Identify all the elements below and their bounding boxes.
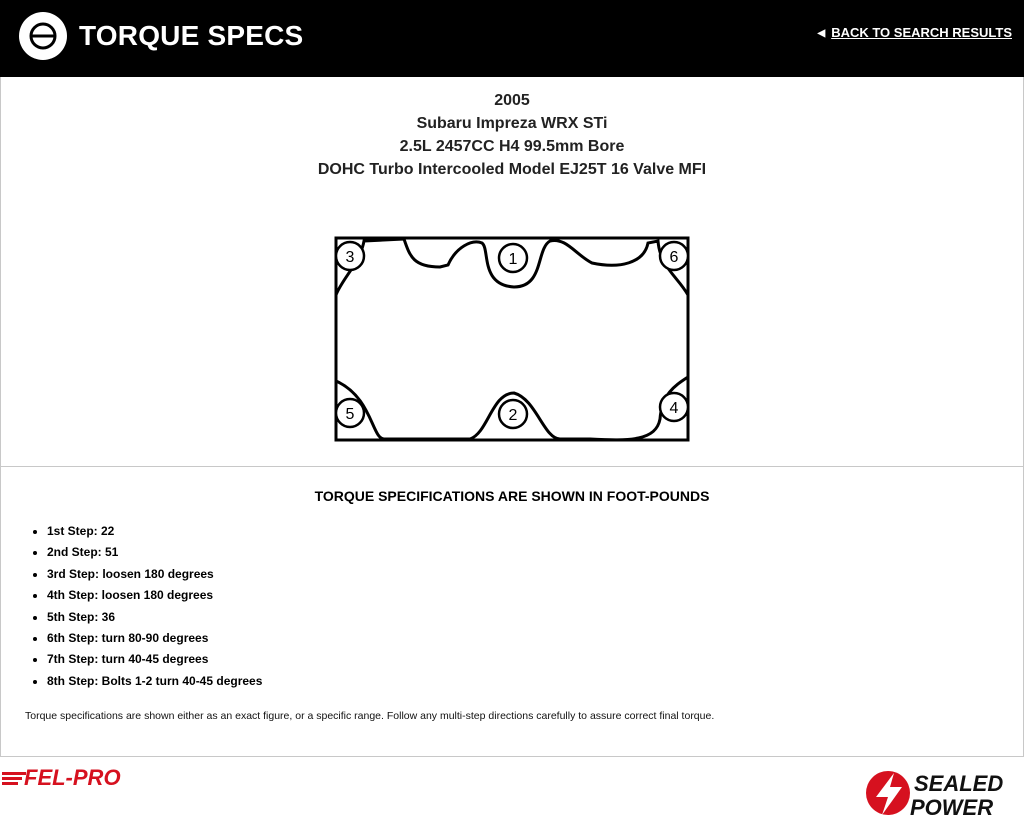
svg-text:4: 4 [669,400,679,417]
svg-text:1: 1 [508,251,518,268]
svg-text:3: 3 [345,249,355,266]
specs-heading: TORQUE SPECIFICATIONS ARE SHOWN IN FOOT-POUNDS [314,488,710,504]
svg-text:POWER: POWER [910,795,994,819]
torque-step: • 6th Step: turn 80-90 degrees [47,628,262,649]
torque-steps-list [27,521,262,692]
bolt-3-marker [336,242,364,270]
bolt-4-marker [660,393,688,421]
back-arrow-icon: ◀ [817,28,826,39]
svg-text:6: 6 [669,249,679,266]
sealed-power-logo [864,767,1024,819]
vehicle-year: 2005 [494,92,530,109]
svg-text:5: 5 [345,406,355,423]
header-bar [0,0,1024,77]
back-link-label: BACK TO SEARCH RESULTS [831,25,1012,40]
svg-text:SEALED: SEALED [914,771,1004,796]
torque-step: • 3rd Step: loosen 180 degrees [47,564,262,585]
bolt-6-marker [660,242,688,270]
torque-step: • 8th Step: Bolts 1-2 turn 40-45 degrees [47,671,262,692]
svg-text:2: 2 [508,407,518,424]
torque-step: • 1st Step: 22 [47,521,262,542]
back-to-search-link[interactable] [817,24,1012,43]
bolt-1-marker [499,244,527,272]
vehicle-engine: 2.5L 2457CC H4 99.5mm Bore [399,138,625,155]
bolt-sequence-diagram [330,233,694,445]
torque-step: • 7th Step: turn 40-45 degrees [47,649,262,670]
felpro-logo [2,766,158,788]
bolt-2-marker [499,400,527,428]
vehicle-engine-details: DOHC Turbo Intercooled Model EJ25T 16 Valve MFI [317,161,707,178]
vehicle-model: Subaru Impreza WRX STi [416,115,608,132]
bolt-5-marker [336,399,364,427]
vehicle-info [1,89,1023,181]
torque-step: • 2nd Step: 51 [47,542,262,563]
brand-logo-icon [19,12,67,60]
torque-footnote: Torque specifications are shown either as an exact figure, or a specific range. Follow any multi-step directions carefully to assure correct final torque. [25,710,715,722]
vehicle-section [1,77,1023,467]
torque-step: • 4th Step: loosen 180 degrees [47,585,262,606]
svg-text:FEL-PRO: FEL-PRO [24,766,121,788]
torque-step: • 5th Step: 36 [47,607,262,628]
page-title: TORQUE SPECS [79,20,304,51]
content-panel [0,77,1024,757]
